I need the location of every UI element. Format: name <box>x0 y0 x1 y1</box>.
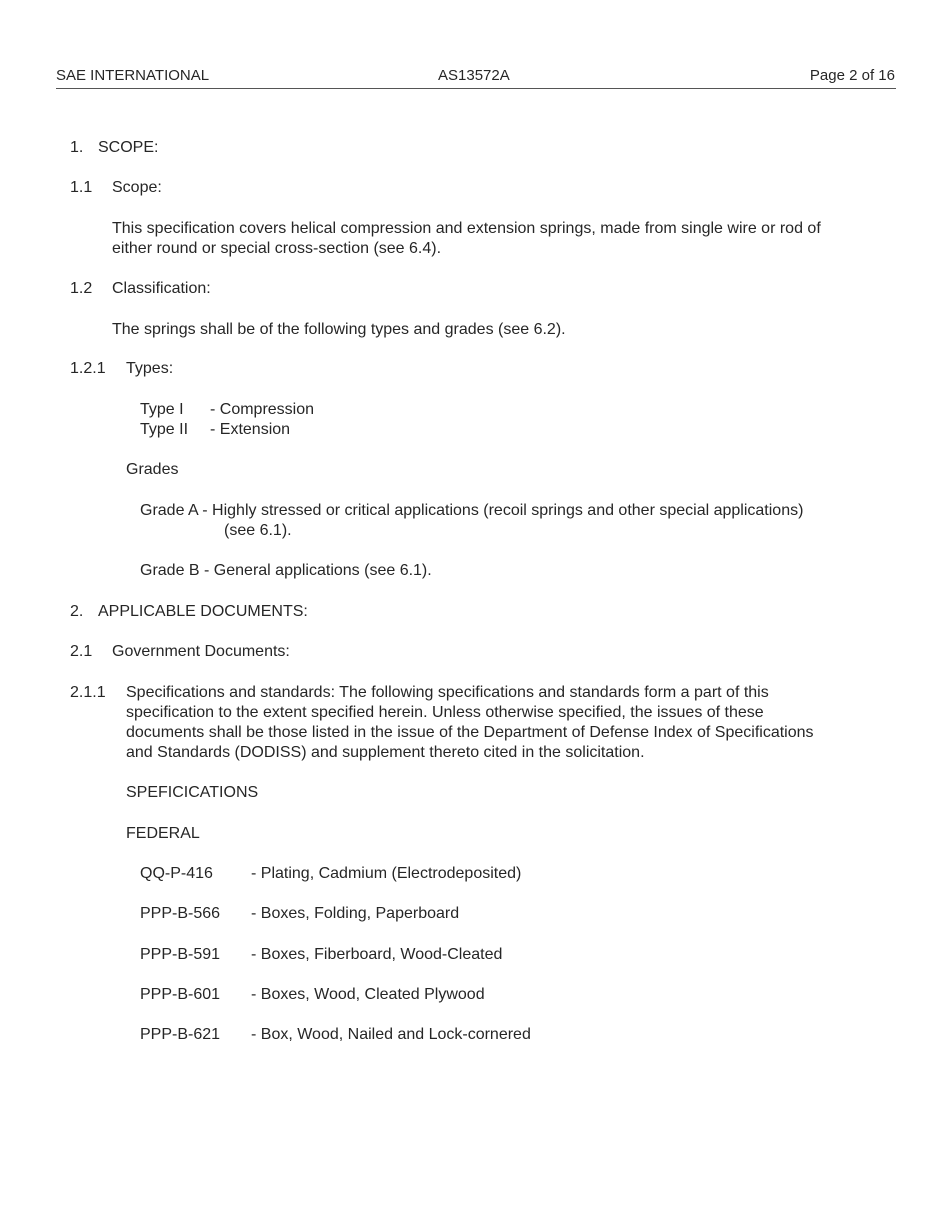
section-1-1-body-line-2: either round or special cross-section (see 6.4). <box>112 240 442 257</box>
spec-code: PPP-B-621 <box>140 1026 221 1043</box>
section-1-number: 1. <box>70 139 84 156</box>
section-1-2-number: 1.2 <box>70 280 93 297</box>
spec-desc: - Plating, Cadmium (Electrodeposited) <box>251 865 522 882</box>
spec-code: PPP-B-591 <box>140 946 221 963</box>
section-2-1-1-line-1: Specifications and standards: The following specifications and standards form a part of this <box>126 684 769 701</box>
grades-label: Grades <box>126 461 179 478</box>
type-code: Type I <box>140 401 184 418</box>
type-desc: - Extension <box>210 421 291 438</box>
spec-desc: - Boxes, Wood, Cleated Plywood <box>251 986 485 1003</box>
spec-desc: - Boxes, Folding, Paperboard <box>251 905 460 922</box>
header-doc-id: AS13572A <box>438 67 510 84</box>
section-1-1-body-line-1: This specification covers helical compression and extension springs, made from single wire or rod of <box>112 220 821 237</box>
header-page-number: Page 2 of 16 <box>809 67 895 84</box>
type-code: Type II <box>140 421 189 438</box>
type-desc: - Compression <box>210 401 315 418</box>
section-1-2-1-title: Types: <box>126 360 174 377</box>
section-1-title: SCOPE: <box>98 139 159 156</box>
section-2-title: APPLICABLE DOCUMENTS: <box>98 603 308 620</box>
spec-desc: - Boxes, Fiberboard, Wood-Cleated <box>251 946 503 963</box>
section-2-1-number: 2.1 <box>70 643 93 660</box>
section-1-1-number: 1.1 <box>70 179 93 196</box>
grade-b: Grade B - General applications (see 6.1). <box>140 562 432 579</box>
section-1-2-body: The springs shall be of the following types and grades (see 6.2). <box>112 321 566 338</box>
spec-code: PPP-B-601 <box>140 986 221 1003</box>
section-2-number: 2. <box>70 603 84 620</box>
federal-label: FEDERAL <box>126 825 200 842</box>
section-1-2-title: Classification: <box>112 280 211 297</box>
section-2-1-1-line-2: specification to the extent specified herein. Unless otherwise specified, the issues of these <box>126 704 764 721</box>
grade-a-line-1: Grade A - Highly stressed or critical applications (recoil springs and other special applications) <box>140 502 804 519</box>
section-2-1-1-line-4: and Standards (DODISS) and supplement thereto cited in the solicitation. <box>126 744 645 761</box>
spec-desc: - Box, Wood, Nailed and Lock-cornered <box>251 1026 531 1043</box>
section-2-1-1-line-3: documents shall be those listed in the issue of the Department of Defense Index of Specifications <box>126 724 814 741</box>
section-1-1-title: Scope: <box>112 179 162 196</box>
specifications-label: SPEFICICATIONS <box>126 784 259 801</box>
spec-code: QQ-P-416 <box>140 865 213 882</box>
section-1-2-1-number: 1.2.1 <box>70 360 106 377</box>
header-org: SAE INTERNATIONAL <box>56 67 210 84</box>
grade-a-line-2: (see 6.1). <box>224 522 292 539</box>
section-2-1-1-number: 2.1.1 <box>70 684 106 701</box>
section-2-1-title: Government Documents: <box>112 643 290 660</box>
spec-code: PPP-B-566 <box>140 905 221 922</box>
page-header <box>56 66 896 89</box>
